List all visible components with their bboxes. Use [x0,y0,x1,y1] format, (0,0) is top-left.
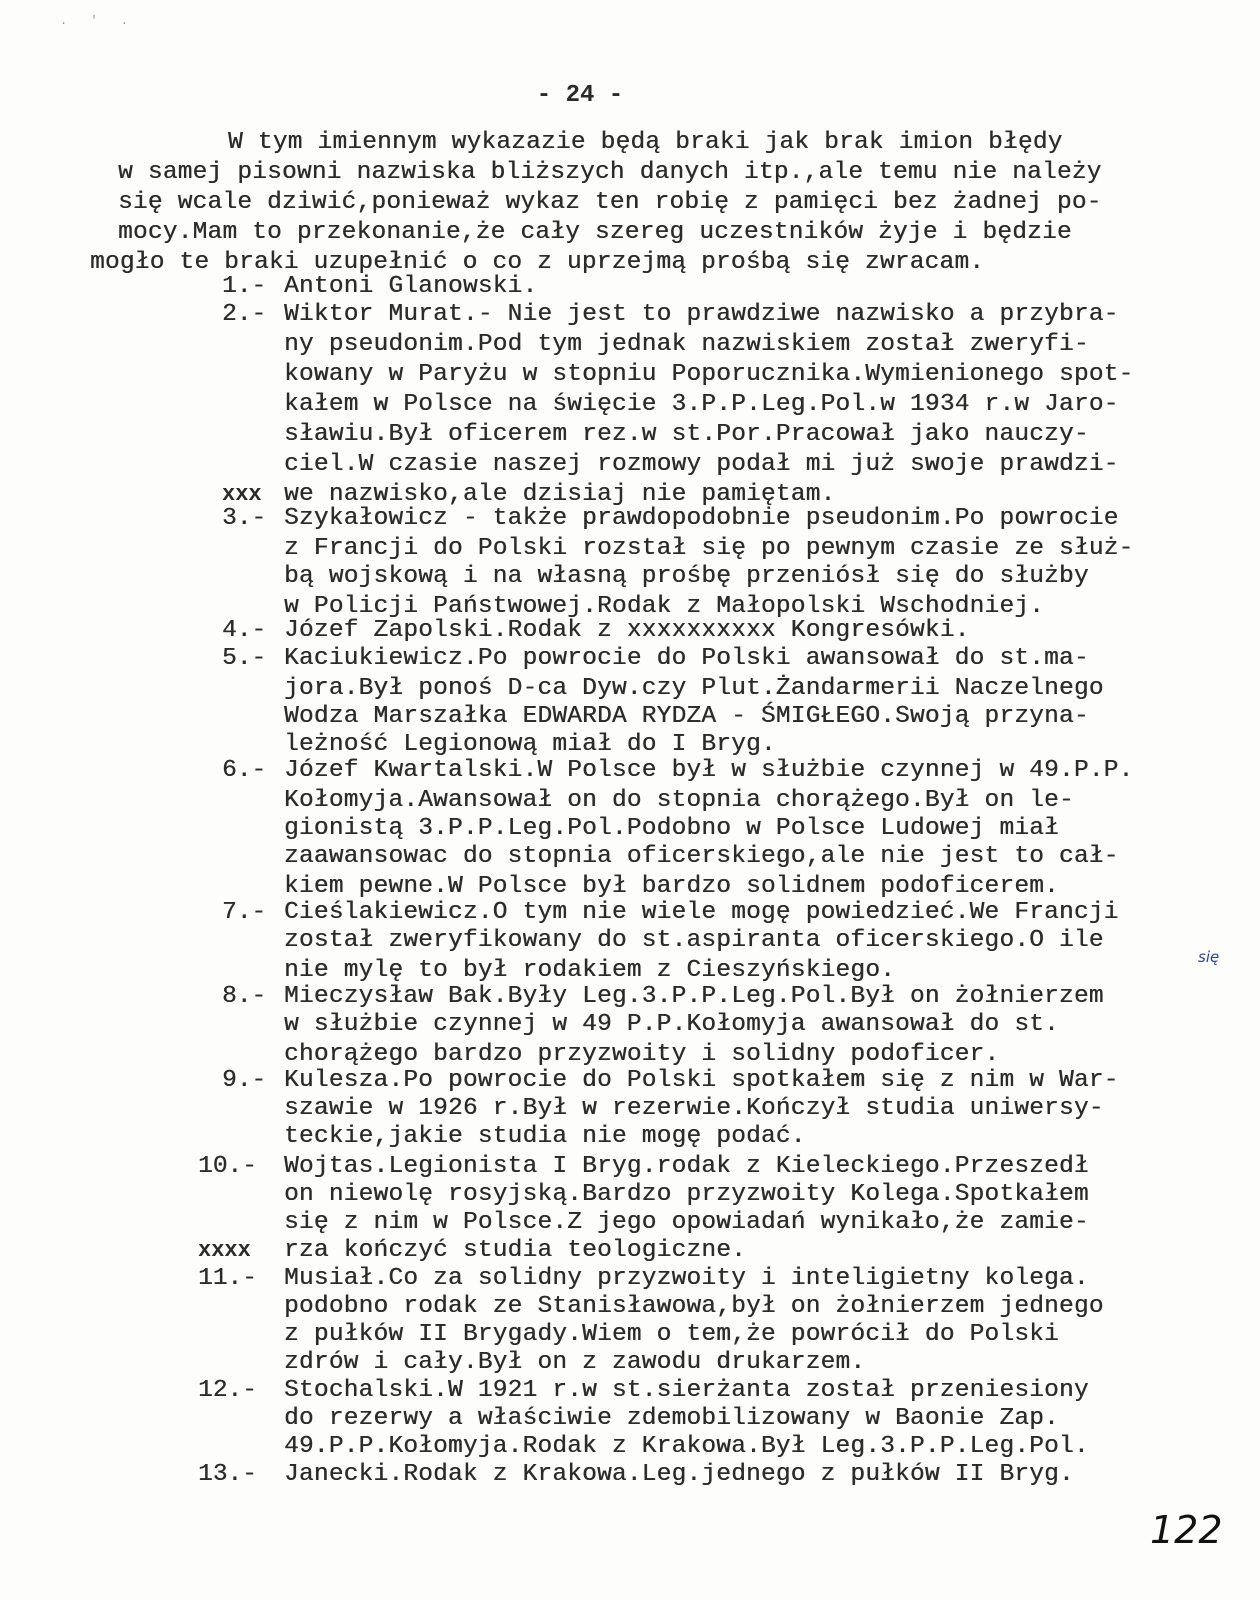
entry-line: z Francji do Polski rozstał się po pewnym czasie ze służ- [284,535,1134,562]
entry-line: bą wojskową i na własną prośbę przeniósł się do służby [284,563,1089,590]
intro-line: w samej pisowni nazwiska bliższych danych itp.,ale temu nie należy [118,159,1102,186]
entry-line: nie mylę to był rodakiem z Cieszyńskiego. [284,957,895,984]
entry-line: sławiu.Był oficerem rez.w st.Por.Pracował jako nauczy- [284,421,1089,448]
intro-line: mogło te braki uzupełnić o co z uprzejmą prośbą się zwracam. [90,249,985,276]
entry-line: kałem w Polsce na święcie 3.P.P.Leg.Pol.w 1934 r.w Jaro- [284,391,1119,418]
entry-number: 10.- [198,1153,257,1180]
handwritten-folio-number: 122 [1150,1508,1223,1552]
entry-line: Wojtas.Legionista I Bryg.rodak z Kieleckiego.Przeszedł [284,1153,1089,1180]
entry-number: 9.- [222,1067,267,1094]
entry-line: Kaciukiewicz.Po powrocie do Polski awansował do st.ma- [284,645,1089,672]
entry-line: w Policji Państwowej.Rodak z Małopolski Wschodniej. [284,593,1045,620]
entry-line: jora.Był ponoś D-ca Dyw.czy Plut.Żandarmerii Naczelnego [284,675,1104,702]
entry-number: 5.- [222,645,267,672]
entry-line: on niewolę rosyjską.Bardzo przyzwoity Kolega.Spotkałem [284,1181,1089,1208]
entry-line: Kulesza.Po powrocie do Polski spotkałem się z nim w War- [284,1067,1119,1094]
entry-number: 3.- [222,505,267,532]
typed-strikeout: xxxx [198,1238,251,1263]
entry-number: 7.- [222,899,267,926]
entry-line: Cieślakiewicz.O tym nie wiele mogę powiedzieć.We Francji [284,899,1119,926]
entry-line: Antoni Glanowski. [284,273,538,300]
entry-line: leżność Legionową miał do I Bryg. [284,731,776,758]
intro-line: mocy.Mam to przekonanie,że cały szereg uczestników żyje i będzie [118,219,1072,246]
entry-line: do rezerwy a właściwie zdemobilizowany w Baonie Zap. [284,1405,1059,1432]
entry-line: się z nim w Polsce.Z jego opowiadań wynikało,że zamie- [284,1209,1089,1236]
entry-line: kowany w Paryżu w stopniu Poporucznika.Wymienionego spot- [284,361,1134,388]
entry-line: zdrów i cały.Był on z zawodu drukarzem. [284,1349,866,1376]
entry-line: chorążego bardzo przyzwoity i solidny podoficer. [284,1041,1000,1068]
entry-line: Józef Kwartalski.W Polsce był w służbie czynnej w 49.P.P. [284,757,1134,784]
entry-line: z pułków II Brygady.Wiem o tem,że powrócił do Polski [284,1321,1059,1348]
entry-line: ciel.W czasie naszej rozmowy podał mi już swoje prawdzi- [284,451,1119,478]
entry-line: Wodza Marszałka EDWARDA RYDZA - ŚMIGŁEGO.Swoją przyna- [284,703,1089,730]
entry-line: szawie w 1926 r.Był w rezerwie.Kończył studia uniwersy- [284,1095,1104,1122]
entry-number: 11.- [198,1265,257,1292]
entry-line: Musiał.Co za solidny przyzwoity i inteligietny kolega. [284,1265,1089,1292]
typed-strikeout: xxx [222,482,262,507]
entry-line: Janecki.Rodak z Krakowa.Leg.jednego z pułków II Bryg. [284,1461,1074,1488]
paper-specks: . ' . [60,14,137,28]
entry-line: w służbie czynnej w 49 P.P.Kołomyja awansował do st. [284,1011,1059,1038]
entry-line: kiem pewne.W Polsce był bardzo solidnem podoficerem. [284,873,1059,900]
entry-number: 1.- [222,273,267,300]
entry-number: 12.- [198,1377,257,1404]
entry-line: Wiktor Murat.- Nie jest to prawdziwe nazwisko a przybra- [284,301,1119,328]
entry-line: we nazwisko,ale dzisiaj nie pamiętam. [284,481,836,508]
entry-number: 4.- [222,617,267,644]
entry-line: teckie,jakie studia nie mogę podać. [284,1123,806,1150]
entry-number: 2.- [222,301,267,328]
entry-line: gionistą 3.P.P.Leg.Pol.Podobno w Polsce Ludowej miał [284,815,1059,842]
intro-line: się wcale dziwić,ponieważ wykaz ten robię z pamięci bez żadnej po- [118,189,1102,216]
entry-line: Kołomyja.Awansował on do stopnia chorążego.Był on le- [284,787,1074,814]
entry-line: podobno rodak ze Stanisławowa,był on żołnierzem jednego [284,1293,1104,1320]
entry-line: zaawansowac do stopnia oficerskiego,ale nie jest to cał- [284,843,1119,870]
entry-number: 13.- [198,1461,257,1488]
entry-line: Szykałowicz - także prawdopodobnie pseudonim.Po powrocie [284,505,1119,532]
entry-line: Stochalski.W 1921 r.w st.sierżanta został przeniesiony [284,1377,1089,1404]
entry-line: Mieczysław Bak.Były Leg.3.P.P.Leg.Pol.Był on żołnierzem [284,983,1104,1010]
page-number: - 24 - [536,82,624,109]
entry-line: ny pseudonim.Pod tym jednak nazwiskiem został zweryfi- [284,331,1089,358]
entry-number: 6.- [222,757,267,784]
entry-line: został zweryfikowany do st.aspiranta oficerskiego.O ile [284,927,1104,954]
handwritten-margin-note: się [1198,948,1220,966]
intro-line: W tym imiennym wykazazie będą braki jak brak imion błędy [228,129,1063,156]
entry-number: 8.- [222,983,267,1010]
entry-line: Józef Zapolski.Rodak z xxxxxxxxxx Kongresówki. [284,617,970,644]
entry-line: 49.P.P.Kołomyja.Rodak z Krakowa.Był Leg.3.P.P.Leg.Pol. [284,1433,1089,1460]
entry-line: rza kończyć studia teologiczne. [284,1237,746,1264]
